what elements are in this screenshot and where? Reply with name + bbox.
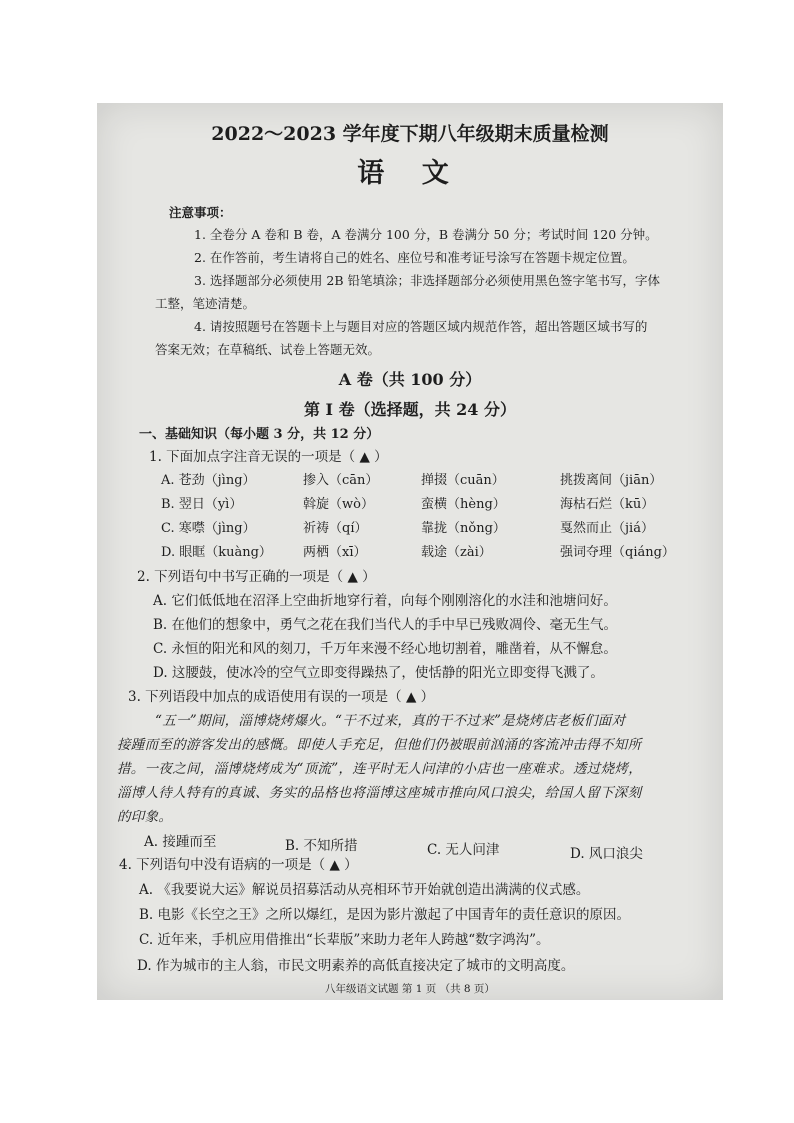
q2-option-d: D. 这腰鼓，使冰冷的空气立即变得躁热了，使恬静的阳光立即变得飞溅了。 <box>153 665 604 681</box>
q4-option-b: B. 电影《长空之王》之所以爆红，是因为影片激起了中国青年的责任意识的原因。 <box>139 907 631 923</box>
note-line: 答案无效；在草稿纸、试卷上答题无效。 <box>155 342 381 357</box>
question-2-stem: 2. 下列语句中书写正确的一项是（ ▲ ） <box>137 569 376 585</box>
q1-option: 两栖（xī） <box>303 545 367 560</box>
q3-option-a: A. 接踵而至 <box>144 834 217 850</box>
q1-option: 斡旋（wò） <box>303 497 374 512</box>
exam-title: 2022～2023 学年度下期八年级期末质量检测 <box>211 123 609 145</box>
question-4-stem: 4. 下列语句中没有语病的一项是（ ▲ ） <box>119 857 358 873</box>
q3-passage-line: “五一”期间，淄博烧烤爆火。“干不过来，真的干不过来”是烧烤店老板们面对 <box>155 713 626 729</box>
question-1-stem: 1. 下面加点字注音无误的一项是（ ▲ ） <box>149 449 388 465</box>
q1-option: 载途（zài） <box>421 545 492 560</box>
q1-option: 挑拨离间（jiān） <box>560 473 663 488</box>
q2-option-c: C. 永恒的阳光和风的刻刀，千万年来漫不经心地切割着，雕凿着，从不懈怠。 <box>153 641 617 657</box>
question-3-stem: 3. 下列语段中加点的成语使用有误的一项是（ ▲ ） <box>128 689 435 705</box>
subject-title: 语 文 <box>357 158 463 189</box>
q1-option: 掺入（cān） <box>303 473 379 488</box>
q1-option: 掸掇（cuān） <box>421 473 505 488</box>
q2-option-b: B. 在他们的想象中，勇气之花在我们当代人的手中早已残败凋伶、毫无生气。 <box>153 617 618 633</box>
q1-option: A. 苍劲（jìng） <box>161 473 256 488</box>
q3-passage-line: 措。一夜之间，淄博烧烤成为“顶流”，连平时无人问津的小店也一座难求。透过烧烤， <box>117 761 643 777</box>
q1-option: 靠拢（nǒng） <box>421 521 506 536</box>
q1-option: 戛然而止（jiá） <box>560 521 654 536</box>
note-line: 3. 选择题部分必须使用 2B 铅笔填涂；非选择题部分必须使用黑色签字笔书写，字体 <box>194 273 660 288</box>
notes-heading: 注意事项： <box>169 205 232 220</box>
q3-option-b: B. 不知所措 <box>285 838 358 854</box>
part-one-heading: 第 I 卷（选择题，共 24 分） <box>303 400 517 419</box>
q1-option: 海枯石烂（kū） <box>560 497 655 512</box>
q1-option: 祈祷（qí） <box>303 521 368 536</box>
q1-option: 蛮横（hèng） <box>421 497 506 512</box>
q1-option: B. 翌日（yì） <box>161 497 243 512</box>
q3-passage-line: 接踵而至的游客发出的感慨。即使人手充足，但他们仍被眼前汹涌的客流冲击得不知所 <box>117 737 642 753</box>
q3-option-c: C. 无人问津 <box>427 842 500 858</box>
note-line: 1. 全卷分 A 卷和 B 卷，A 卷满分 100 分，B 卷满分 50 分；考试时间 120 分钟。 <box>194 227 658 242</box>
volume-a-heading: A 卷（共 100 分） <box>338 370 482 389</box>
note-line: 4. 请按照题号在答题卡上与题目对应的答题区域内规范作答，超出答题区域书写的 <box>194 319 648 334</box>
exam-page <box>97 103 723 1000</box>
q1-option: C. 寒噤（jìng） <box>161 521 256 536</box>
page-footer: 八年级语文试题 第 1 页 （共 8 页） <box>325 983 495 995</box>
basic-knowledge-heading: 一、基础知识（每小题 3 分，共 12 分） <box>139 427 380 442</box>
q1-option: D. 眼眶（kuàng） <box>161 545 272 560</box>
q4-option-c: C. 近年来，手机应用借推出“长辈版”来助力老年人跨越“数字鸿沟”。 <box>139 932 550 948</box>
note-line: 工整，笔迹清楚。 <box>155 296 256 311</box>
note-line: 2. 在作答前，考生请将自己的姓名、座位号和准考证号涂写在答题卡规定位置。 <box>194 250 635 265</box>
q1-option: 强词夺理（qiáng） <box>560 545 675 560</box>
q2-option-a: A. 它们低低地在沼泽上空曲折地穿行着，向每个刚刚溶化的水洼和池塘问好。 <box>153 593 617 609</box>
q3-passage-line: 的印象。 <box>117 809 173 825</box>
q3-passage-line: 淄博人待人特有的真诚、务实的品格也将淄博这座城市推向风口浪尖，给国人留下深刻 <box>117 785 642 801</box>
q3-option-d: D. 风口浪尖 <box>570 846 643 862</box>
q4-option-d: D. 作为城市的主人翁，市民文明素养的高低直接决定了城市的文明高度。 <box>137 958 575 974</box>
q4-option-a: A. 《我要说大运》解说员招募活动从亮相环节开始就创造出满满的仪式感。 <box>139 882 590 898</box>
